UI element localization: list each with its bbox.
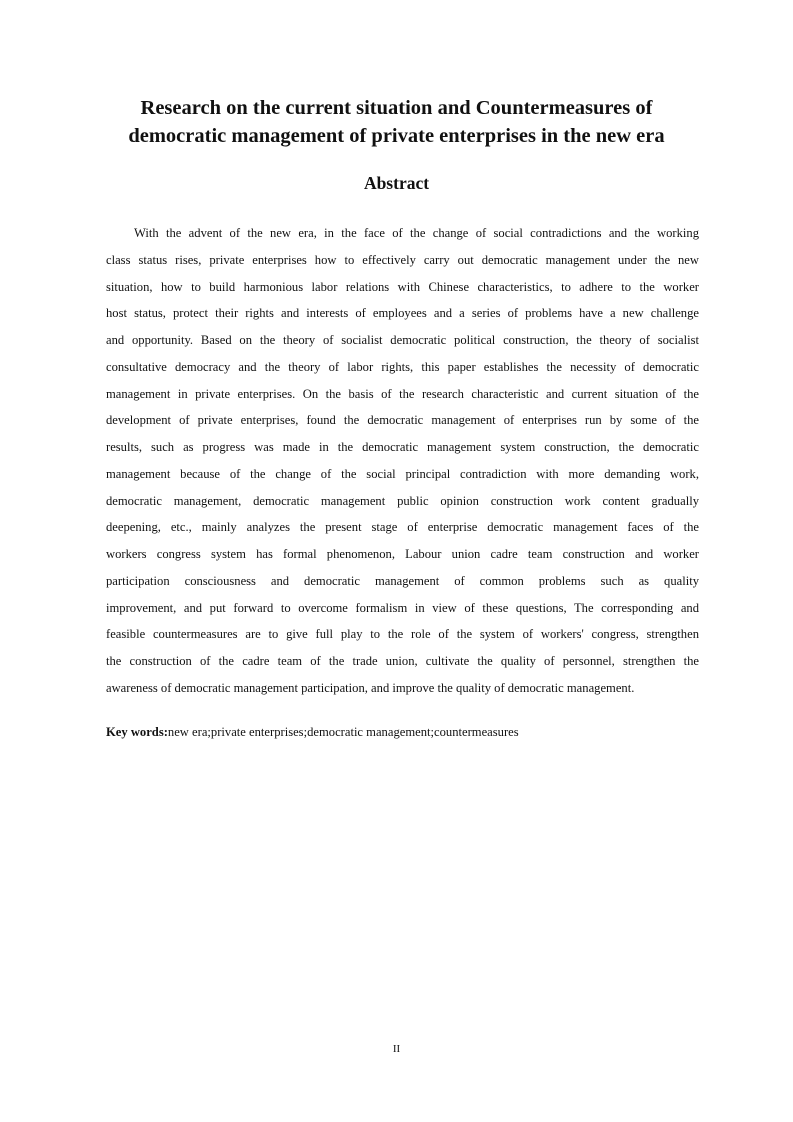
keywords-value: new era;private enterprises;democratic management;countermeasures bbox=[167, 725, 519, 739]
abstract-line: improvement, and put forward to overcome formalism in view of these questions, The corresponding and bbox=[106, 600, 699, 615]
abstract-line: workers congress system has formal phenomenon, Labour union cadre team construction and worker bbox=[106, 547, 699, 562]
title-line-2: democratic management of private enterprises in the new era bbox=[128, 125, 665, 147]
abstract-line: participation consciousness and democratic management of common problems such as quality bbox=[106, 573, 699, 588]
abstract-line: With the advent of the new era, in the face of the change of social contradictions and the working bbox=[134, 226, 699, 240]
abstract-line: awareness of democratic management participation, and improve the quality of democratic management. bbox=[106, 681, 635, 696]
abstract-line: management in private enterprises. On the basis of the research characteristic and current situation of the bbox=[106, 386, 699, 401]
title-line-1: Research on the current situation and Countermeasures of bbox=[140, 97, 653, 119]
abstract-line: results, such as progress was made in the democratic management system construction, the democratic bbox=[106, 440, 699, 455]
abstract-line: feasible countermeasures are to give full play to the role of the system of workers' congress, strengthen bbox=[106, 627, 699, 642]
abstract-line: management because of the change of the social principal contradiction with more demanding work, bbox=[106, 466, 699, 481]
document-title bbox=[60, 94, 733, 150]
abstract-line: development of private enterprises, found the democratic management of enterprises run by some of the bbox=[106, 413, 699, 428]
abstract-heading: Abstract bbox=[363, 173, 430, 193]
abstract-line: the construction of the cadre team of the trade union, cultivate the quality of personnel, strengthen the bbox=[106, 654, 699, 669]
abstract-line: host status, protect their rights and interests of employees and a series of problems have a new challenge bbox=[106, 306, 699, 321]
page-number: II bbox=[392, 1043, 401, 1055]
abstract-line: and opportunity. Based on the theory of socialist democratic political construction, the theory of socialist bbox=[106, 333, 699, 348]
abstract-line: deepening, etc., mainly analyzes the present stage of enterprise democratic management faces of the bbox=[106, 520, 699, 535]
abstract-line: situation, how to build harmonious labor relations with Chinese characteristics, to adhere to the worker bbox=[106, 279, 699, 294]
abstract-line: democratic management, democratic management public opinion construction work content gradually bbox=[106, 493, 699, 508]
keywords bbox=[106, 722, 519, 742]
abstract-body bbox=[106, 220, 699, 702]
abstract-line: consultative democracy and the theory of labor rights, this paper establishes the necessity of democratic bbox=[106, 359, 699, 374]
abstract-line: class status rises, private enterprises how to effectively carry out democratic management under the new bbox=[106, 252, 699, 267]
keywords-label: Key words: bbox=[106, 725, 168, 739]
